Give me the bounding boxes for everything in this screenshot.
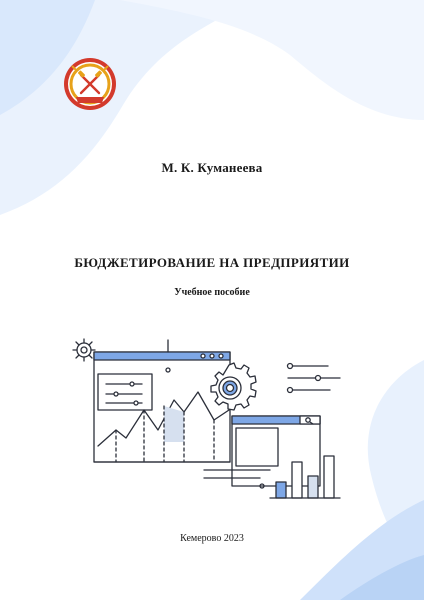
book-title: БЮДЖЕТИРОВАНИЕ НА ПРЕДПРИЯТИИ [74, 255, 350, 270]
university-emblem-icon [62, 56, 118, 112]
business-analytics-dashboard-illustration [64, 330, 354, 510]
small-gear-icon [73, 339, 95, 361]
book-subtitle: Учебное пособие [174, 287, 250, 298]
author-name: М. К. Куманеева [161, 160, 263, 175]
publication-place-year: Кемерово 2023 [180, 533, 244, 544]
